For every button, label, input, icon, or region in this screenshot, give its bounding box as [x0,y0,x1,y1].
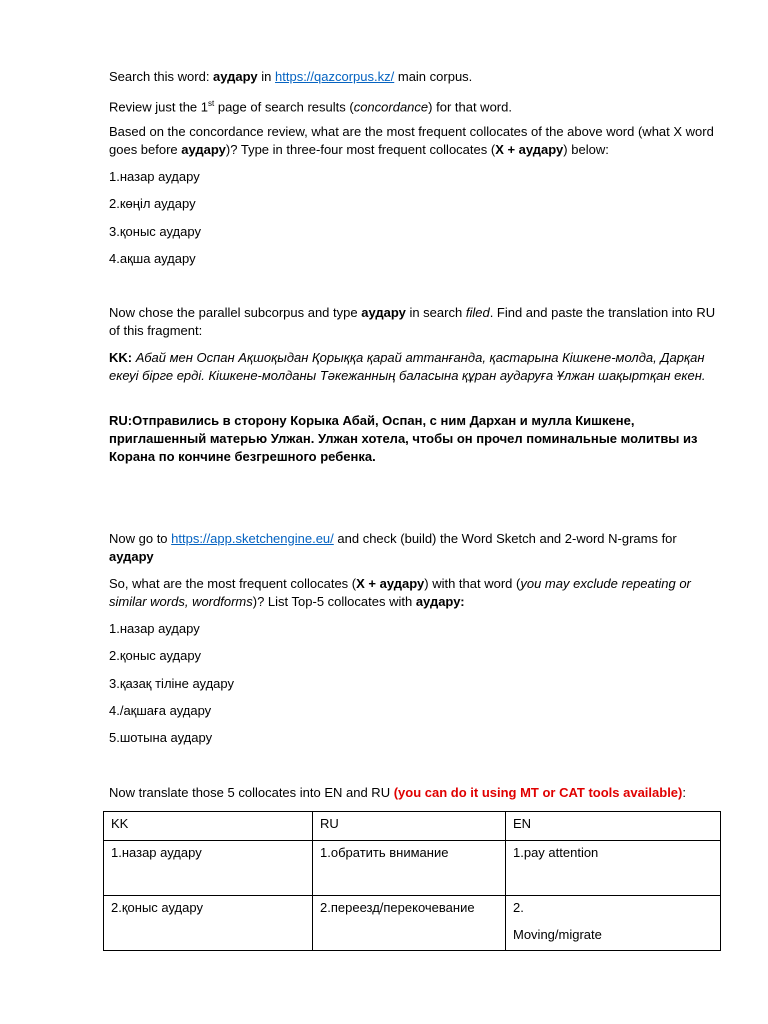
collocate-question-2: So, what are the most frequent collocates (X + аудару) with that word (you may exclude repeating or similar words, wordforms)? List Top-5 collocates with аудару: [109,576,691,609]
list2-item: 3.қазақ тіліне аудару [109,676,234,691]
sketchengine-link[interactable]: https://app.sketchengine.eu/ [171,531,334,546]
list1-item: 4.ақша аудару [109,251,196,266]
qazcorpus-link[interactable]: https://qazcorpus.kz/ [275,69,395,84]
list2-item: 5.шотына аудару [109,730,213,745]
list1-item: 1.назар аудару [109,169,200,184]
list2-item: 2.қоныс аудару [109,648,201,663]
search-instruction: Search this word: аудару in https://qazcorpus.kz/ main corpus. [109,69,473,84]
table-header-cell: EN [506,812,721,841]
sketchengine-instruction: Now go to https://app.sketchengine.eu/ and check (build) the Word Sketch and 2-word N-grams for аудару [109,531,677,564]
table-cell[interactable] [506,896,721,951]
table-row [104,841,721,896]
translate-instruction: Now translate those 5 collocates into EN and RU (you can do it using MT or CAT tools available): [109,785,686,800]
collocate-question-1: Based on the concordance review, what are the most frequent collocates of the above word (what X word goes before аудару)? Type in three-four most frequent collocates (X + аудару) below: [109,124,714,157]
kk-fragment: KK: Абай мен Оспан Ақшоқыдан Қорыққа қарай аттанғанда, қастарына Кішкене-молда, Дарқан екеуі бірге ерді. Кішкене-молданы Тәкежанның баласына құран аударуға Ұлжан шақыртқан екен. [109,350,706,383]
table-cell[interactable]: 1.назар аудару [104,841,313,896]
translation-table [103,811,721,951]
table-header-cell: RU [313,812,506,841]
cell-line: Moving/migrate [513,927,602,942]
parallel-instruction: Now chose the parallel subcorpus and type аудару in search filed. Find and paste the translation into RU of this fragment: [109,305,716,338]
table-header-cell: KK [104,812,313,841]
table-cell[interactable]: 1.обратить внимание [313,841,506,896]
table-cell[interactable]: 1.pay attention [506,841,721,896]
list1-item: 3.қоныс аудару [109,224,201,239]
table-header-row [104,812,721,841]
table-cell[interactable]: 2.қоныс аудару [104,896,313,951]
list2-item: 4./ақшаға аудару [109,703,212,718]
ru-fragment: RU:Отправились в сторону Корыка Абай, Оспан, с ним Дархан и мулла Кишкене, приглашенный матерью Улжан. Улжан хотела, чтобы он прочел поминальные молитвы из Корана по кончине безгрешного ребенка. [109,413,698,464]
table-row [104,896,721,951]
cell-line: 2. [513,900,524,915]
list2-item: 1.назар аудару [109,621,200,636]
table-cell[interactable]: 2.переезд/перекочевание [313,896,506,951]
list1-item: 2.көңіл аудару [109,196,196,211]
review-instruction: Review just the 1st page of search results (concordance) for that word. [109,99,512,115]
